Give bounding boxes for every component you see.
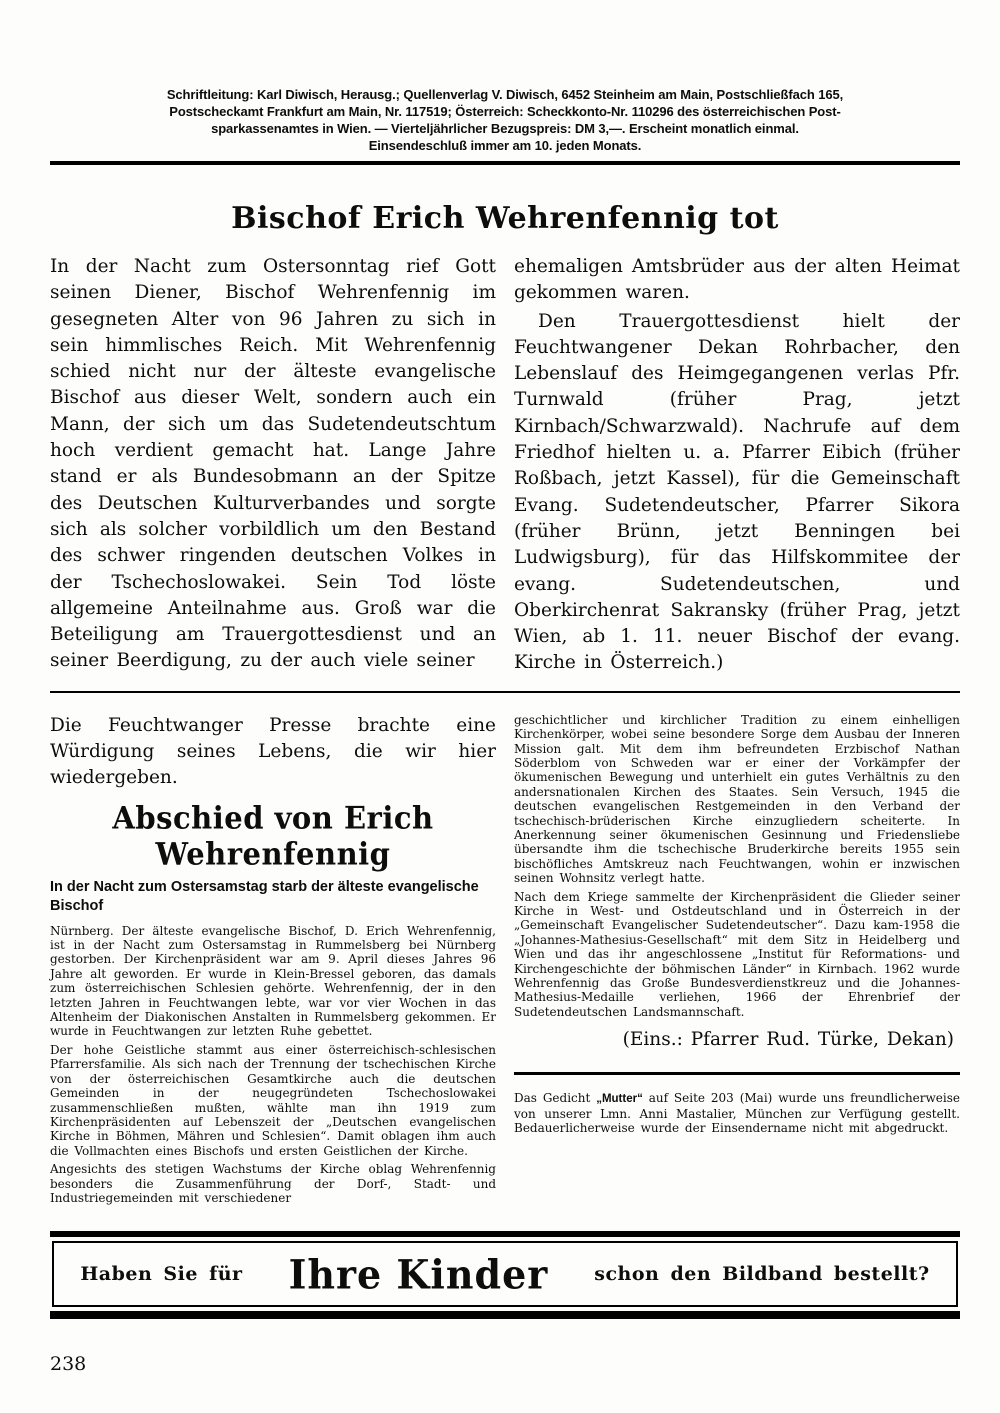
obituary-paragraph: In der Nacht zum Ostersonntag rief Gott seinen Diener, Bischof Wehrenfennig im gesegneten Alter von 96 Jahren zu sich in sein himmlisches Reich. Mit Wehrenfennig schied nicht nur der älteste evangelische Bischof aus dieser Welt, sondern auch ein Mann, der sich um das Sudetendeutschtum hoch verdient gemacht hat. Lange Jahre stand er als Bundesobmann an der Spitze des Deutschen Kulturverbandes und sorgte sich als solcher vorbildlich um den Bestand des schwer ringenden deutschen Volkes in der Tschechoslowakei. Sein Tod löste allgemeine Anteilnahme aus. Groß war die Beteiligung am Trauergottesdienst und an seiner Beerdigung, zu der auch viele seiner: [50, 256, 496, 672]
obituary-left-column: [50, 254, 496, 677]
editor-note-text: Das Gedicht: [514, 1091, 597, 1106]
tribute-paragraph: Nürnberg. Der älteste evangelische Bischof, D. Erich Wehrenfennig, ist in der Nacht zum Ostersamstag in Rummelsberg bei Nürnberg gestorben. Der Kirchenpräsident war am 9. April dieses Jahres 96 Jahre alt geworden. Er wurde in Klein-Bressel geboren, das damals zum österreichischen Schlesien gehörte. Wehrenfennig, der in den letzten Jahren in Feuchtwangen lebte, war vor vier Wochen in das Altenheim der Diakonischen Anstalten in Rummelsberg gekommen. Er wurde in Feuchtwangen zur letzten Ruhe gebettet.: [50, 923, 496, 1039]
masthead-divider-rule: [50, 161, 960, 165]
section-divider-rule: [50, 691, 960, 693]
advertisement-banner: [50, 1231, 960, 1319]
banner-box: [52, 1241, 958, 1307]
banner-bottom-rule: [50, 1311, 960, 1319]
banner-top-rule: [50, 1231, 960, 1237]
obituary-right-column: [514, 254, 960, 677]
banner-highlight: Ihre Kinder: [288, 1250, 549, 1298]
obituary-columns: [50, 254, 960, 677]
editor-note: [514, 1091, 960, 1135]
banner-prefix: Haben Sie für: [80, 1263, 243, 1286]
tribute-attribution: (Eins.: Pfarrer Rud. Türke, Dekan): [622, 1029, 954, 1051]
tribute-right-column: [514, 713, 960, 1210]
tribute-intro: Die Feuchtwanger Presse brachte eine Würdigung seines Lebens, die wir hier wiedergeben.: [50, 714, 496, 789]
page-number: 238: [50, 1353, 87, 1376]
tribute-paragraph: geschichtlicher und kirchlicher Tradition zu einem einhelligen Kirchenkörper, wobei seine besondere Sorge dem Ausbau der Inneren Mission galt. Mit dem ihm befreundeten Erzbischof Nathan Söderblom von Schweden war er einer der Vorkämpfer der ökumenischen Bewegung und unterhielt ein gutes Verhältnis zu den andersnationalen Kirchen des Staates. Sein Versuch, 1945 die deutschen evangelischen Restgemeinden in den Verband der tschechisch-brüderischen Kirche einzugliedern scheiterte. In Anerkennung seiner ökumenischen Gesinnung und Friedensliebe übersandte ihm die tschechische Bruderkirche bereits 1955 sein bischöfliches Amtskreuz nach Feuchtwangen, wohin er inzwischen seinen Wohnsitz verlegt hatte.: [514, 712, 960, 886]
tribute-paragraph: Der hohe Geistliche stammt aus einer österreichisch-schlesischen Pfarrersfamilie. Als sich nach der Trennung der tschechischen Kirche von der österreichischen Gesamtkirche auch die deutschen Gemeinden in der neugegründeten Tschechoslowakei zusammenschließen mußten, wählte man ihn 1919 zum Kirchenpräsidenten auf Lebenszeit der „Deutschen evangelischen Kirche in Böhmen, Mähren und Schlesien“. Damit oblagen ihm auch die Vollmachten eines Bischofs und ersten Geistlichen der Kirche.: [50, 1042, 496, 1158]
tribute-left-body: [50, 924, 496, 1206]
masthead: [50, 86, 960, 154]
banner-suffix: schon den Bildband bestellt?: [594, 1263, 930, 1286]
masthead-line: Einsendeschluß immer am 10. jeden Monats.: [368, 138, 642, 153]
masthead-line: sparkassenamtes in Wien. — Vierteljährlicher Bezugspreis: DM 3,—. Erscheint monatlich einmal.: [211, 121, 799, 136]
tribute-right-body: [514, 713, 960, 1020]
tribute-columns: [50, 713, 960, 1210]
note-divider-rule: [514, 1072, 960, 1075]
tribute-paragraph: Angesichts des stetigen Wachstums der Kirche oblag Wehrenfennig besonders die Zusammenführung der Dorf-, Stadt- und Industriegemeinden mit verschiedener: [50, 1162, 496, 1205]
editor-note-title: „Mutter“: [596, 1093, 643, 1106]
tribute-paragraph: Nach dem Kriege sammelte der Kirchenpräsident die Glieder seiner Kirche in West- und Ostdeutschland und in Österreich in der „Gemeinschaft Evangelischer Sudetendeutscher“. Dazu kam-1958 die „Johannes-Mathesius-Gesellschaft“ mit dem Sitz in Heidelberg und Wien und das ihr angeschlossene „Institut für Reformations- und Kirchengeschichte der böhmischen Länder“ in Kirnbach. 1962 wurde Wehrenfennig das Große Bundesverdienstkreuz und die Johannes-Mathesius-Medaille verliehen, 1966 der Ehrenbrief der Sudetendeutschen Landsmannschaft.: [514, 889, 960, 1019]
tribute-subhead: In der Nacht zum Ostersamstag starb der älteste evangelische Bischof: [50, 878, 479, 914]
obituary-paragraph: Den Trauergottesdienst hielt der Feuchtwangener Dekan Rohrbacher, den Lebenslauf des Heimgegangenen verlas Pfr. Turnwald (früher Prag, jetzt Kirnbach/Schwarzwald). Nachrufe auf dem Friedhof hielten u. a. Pfarrer Eibich (früher Roßbach, jetzt Kassel), für die Gemeinschaft Evang. Sudetendeutscher, Pfarrer Sikora (früher Brünn, jetzt Benningen bei Ludwigsburg), für das Hilfskommitee der evang. Sudetendeutschen, und Oberkirchenrat Sakransky (früher Prag, jetzt Wien, ab 1. 11. neuer Bischof der evang. Kirche in Österreich.): [514, 310, 960, 674]
tribute-headline: Abschied von Erich Wehrenfennig: [112, 799, 434, 872]
article-title: Bischof Erich Wehrenfennig tot: [231, 201, 779, 236]
editor-note-text: auf Seite 203 (Mai) wurde uns freundlicherweise von unserer Lmn. Anni Mastalier, München zur Verfügung gestellt. Bedauerlicherweise wurde der Einsendername nicht mit abgedruckt.: [514, 1091, 960, 1136]
masthead-line: Schriftleitung: Karl Diwisch, Herausg.; Quellenverlag V. Diwisch, 6452 Steinheim am Main, Postschließfach 165,: [166, 87, 844, 102]
obituary-paragraph: ehemaligen Amtsbrüder aus der alten Heimat gekommen waren.: [514, 256, 960, 304]
tribute-left-column: [50, 713, 496, 1210]
masthead-line: Postscheckamt Frankfurt am Main, Nr. 117519; Österreich: Scheckkonto-Nr. 110296 des österreichischen Post-: [169, 104, 841, 119]
